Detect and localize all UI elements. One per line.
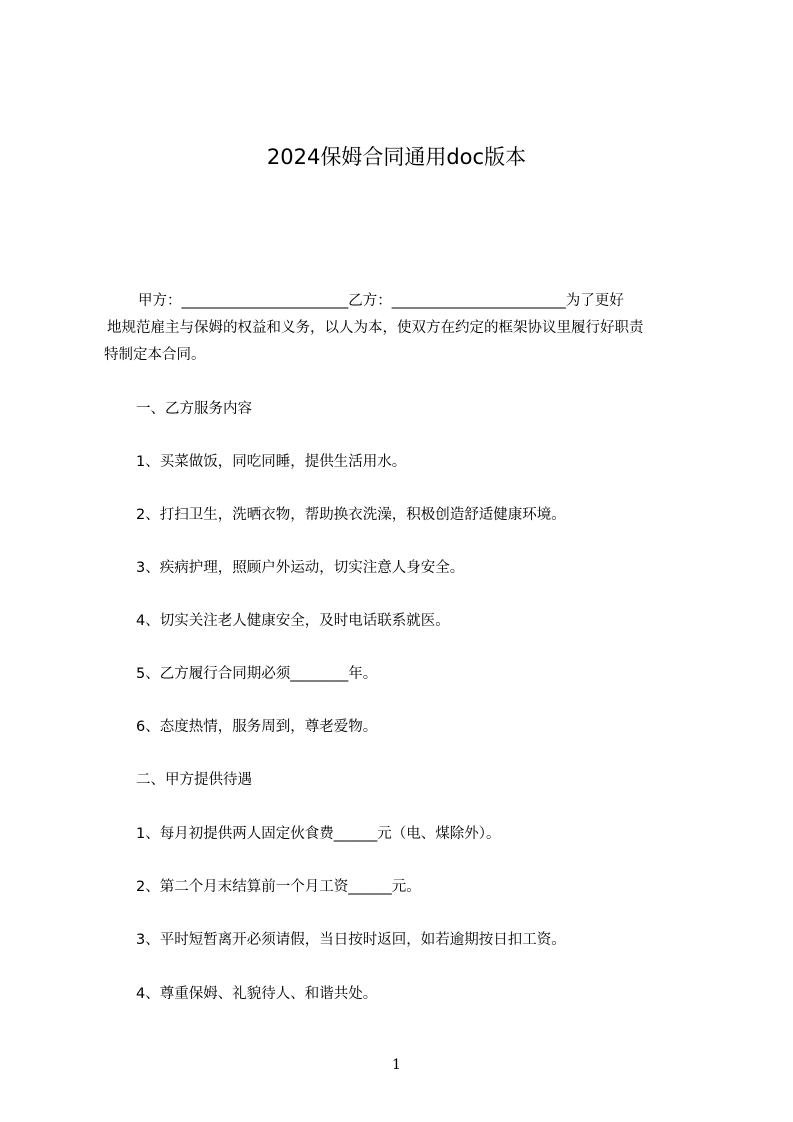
section-1-item-2: 2、打扫卫生，洗晒衣物，帮助换衣洗澡，积极创造舒适健康环境。 [136, 507, 566, 523]
page-number: 1 [392, 1057, 401, 1073]
document-title: 2024保姆合同通用doc版本 [266, 145, 527, 169]
section-2-item-2: 2、第二个月末结算前一个月工资______元。 [136, 879, 421, 895]
section-1-item-5: 5、乙方履行合同期必须________年。 [136, 666, 378, 682]
section-2-item-3: 3、平时短暂离开必须请假，当日按时返回，如若逾期按日扣工资。 [136, 932, 566, 948]
section-1-item-6: 6、态度热情，服务周到，尊老爱物。 [136, 719, 378, 735]
intro-line-1: 甲方：_______________________乙方：________________________为了更好 [138, 293, 624, 309]
intro-paragraph [104, 288, 700, 369]
section-1-item-1: 1、买菜做饭，同吃同睡，提供生活用水。 [136, 454, 407, 470]
section-1-heading: 一、乙方服务内容 [136, 401, 252, 417]
intro-line-3: 特制定本合同。 [104, 347, 206, 363]
section-2-item-4: 4、尊重保姆、礼貌待人、和谐共处。 [136, 986, 378, 1002]
intro-line-2: 地规范雇主与保姆的权益和义务，以人为本，使双方在约定的框架协议里履行好职责 [107, 320, 644, 336]
section-1-item-4: 4、切实关注老人健康安全，及时电话联系就医。 [136, 613, 450, 629]
section-1-item-3: 3、疾病护理，照顾户外运动，切实注意人身安全。 [136, 560, 465, 576]
section-2-heading: 二、甲方提供待遇 [136, 772, 252, 788]
section-2-item-1: 1、每月初提供两人固定伙食费______元（电、煤除外）。 [136, 826, 501, 842]
